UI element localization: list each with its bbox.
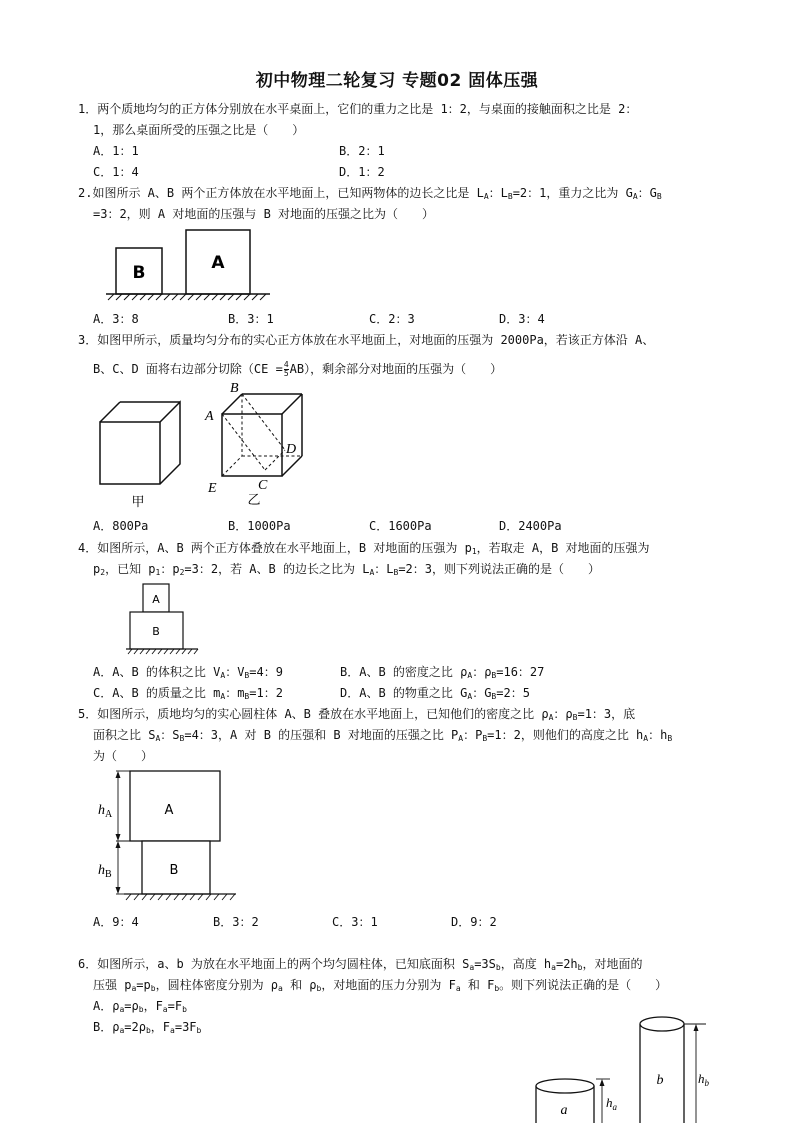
q5-stem-line2: 面积之比 $S_A$：$S_B=4$：3，A 对 B 的压强和 B 对地面的压强之比 $P_A$：$P_B=1$：2，则他们的高度之比 $h_A$：$h_B$ [93, 728, 673, 743]
q4-option-b: B．A、B 的密度之比 $\rho_A$：$\rho_B=16$：27 [340, 665, 545, 680]
q4-option-a: A．A、B 的体积之比 $V_A$：$V_B=4$：9 [93, 665, 283, 680]
q6-label-ha: $h_a$ [606, 1095, 617, 1112]
q3-stem-line1: 3．如图甲所示，质量均匀分布的实心正方体放在水平地面上，对地面的压强为 2000Pa，若该正方体沿 A、 [78, 333, 655, 347]
q5-option-d: D．9：2 [451, 915, 497, 929]
q1-option-c: C．1：4 [93, 165, 139, 179]
q5-label-ha: $h_A$ [98, 803, 113, 820]
q4-label-a: A [152, 593, 160, 606]
q1-option-b: B．2：1 [339, 144, 385, 158]
q2-stem-line2: =3：2，则 A 对地面的压强与 B 对地面的压强之比为（ ） [93, 207, 435, 221]
q4-figure [126, 582, 202, 656]
q6-label-a: a [560, 1103, 568, 1118]
q3-label-b: B [230, 381, 239, 396]
q1-stem-line2: 1，那么桌面所受的压强之比是（ ） [93, 123, 305, 137]
q4-option-d: D．A、B 的物重之比 $G_A$：$G_B=2$：5 [340, 686, 530, 701]
q2-option-a: A．3：8 [93, 312, 139, 326]
q3-option-d: D．2400Pa [499, 519, 562, 533]
q2-stem-line1: 2.如图所示 A、B 两个正方体放在水平地面上，已知两物体的边长之比是 $L_A$：$L_B=2$：1，重力之比为 $G_A$：$G_B$ [78, 186, 662, 201]
q6-option-b: B．$\rho_a=2\rho_b$，$F_a=3F_b$ [93, 1020, 202, 1035]
q5-option-c: C．3：1 [332, 915, 378, 929]
q3-label-e: E [208, 481, 217, 496]
q2-label-a: A [211, 253, 225, 273]
fraction: $\frac{4}{5}$ [283, 360, 289, 378]
q5-stem-line3: 为（ ） [93, 749, 154, 763]
q3-label-jia: 甲 [131, 495, 145, 510]
q5-label-hb: $h_B$ [98, 863, 112, 880]
q4-stem-line1: 4．如图所示，A、B 两个正方体叠放在水平地面上，B 对地面的压强为 $p_1$，若取走 A，B 对地面的压强为 [78, 541, 650, 556]
q1-option-a: A．1：1 [93, 144, 139, 158]
q5-label-a: A [164, 803, 174, 818]
q6-label-b: b [656, 1073, 664, 1088]
q1-option-d: D．1：2 [339, 165, 385, 179]
q2-option-b: B．3：1 [228, 312, 274, 326]
q3-label-c: C [258, 478, 268, 493]
q3-label-d: D [286, 442, 297, 457]
q4-stem-line2: $p_2$，已知 $p_1$：$p_2=3$：2，若 A、B 的边长之比为 $L_A$：$L_B=2$：3，则下列说法正确的是（ ） [93, 562, 601, 577]
q2-label-b: B [132, 263, 146, 283]
q1-stem-line1: 1．两个质地均匀的正方体分别放在水平桌面上，它们的重力之比是 1：2，与桌面的接触面积之比是 2： [78, 102, 638, 116]
q4-option-c: C．A、B 的质量之比 $m_A$：$m_B=1$：2 [93, 686, 283, 701]
q3-option-c: C．1600Pa [369, 519, 432, 533]
q6-option-a: A．$\rho_a=\rho_b$，$F_a=F_b$ [93, 999, 187, 1014]
q5-figure [94, 766, 244, 906]
q3-label-a: A [205, 409, 214, 424]
q6-stem-line2: 压强 $p_a=p_b$，圆柱体密度分别为 $\rho_a$ 和 $\rho_b$，对地面的压力分别为 $F_a$ 和 $F_b$。则下列说法正确的是（ ） [93, 978, 668, 993]
q2-figure [104, 228, 274, 304]
q6-label-hb: $h_b$ [698, 1071, 709, 1088]
q3-figure-jia [96, 400, 192, 512]
q3-option-b: B．1000Pa [228, 519, 291, 533]
q5-option-a: A．9：4 [93, 915, 139, 929]
q5-stem-line1: 5．如图所示，质地均匀的实心圆柱体 A、B 叠放在水平地面上，已知他们的密度之比 $\rho_A$：$\rho_B=1$：3，底 [78, 707, 636, 722]
q5-option-b: B．3：2 [213, 915, 259, 929]
q3-option-a: A．800Pa [93, 519, 149, 533]
q4-label-b: B [152, 625, 160, 638]
q3-figure-yi [202, 380, 312, 510]
page-title: 初中物理二轮复习 专题02 固体压强 [255, 71, 539, 91]
q2-option-d: D．3：4 [499, 312, 545, 326]
q3-label-yi: 乙 [247, 493, 261, 508]
q6-figure [530, 1014, 720, 1123]
q2-option-c: C．2：3 [369, 312, 415, 326]
q6-stem-line1: 6．如图所示，a、b 为放在水平地面上的两个均匀圆柱体，已知底面积 $S_a=3S_b$，高度 $h_a=2h_b$，对地面的 [78, 957, 643, 972]
q3-stem-line2: B、C、D 面将右边部分切除（CE = $\frac{4}{5}$ AB），剩余部分对地面的压强为（ ） [93, 360, 503, 378]
q5-label-b: B [169, 863, 179, 878]
